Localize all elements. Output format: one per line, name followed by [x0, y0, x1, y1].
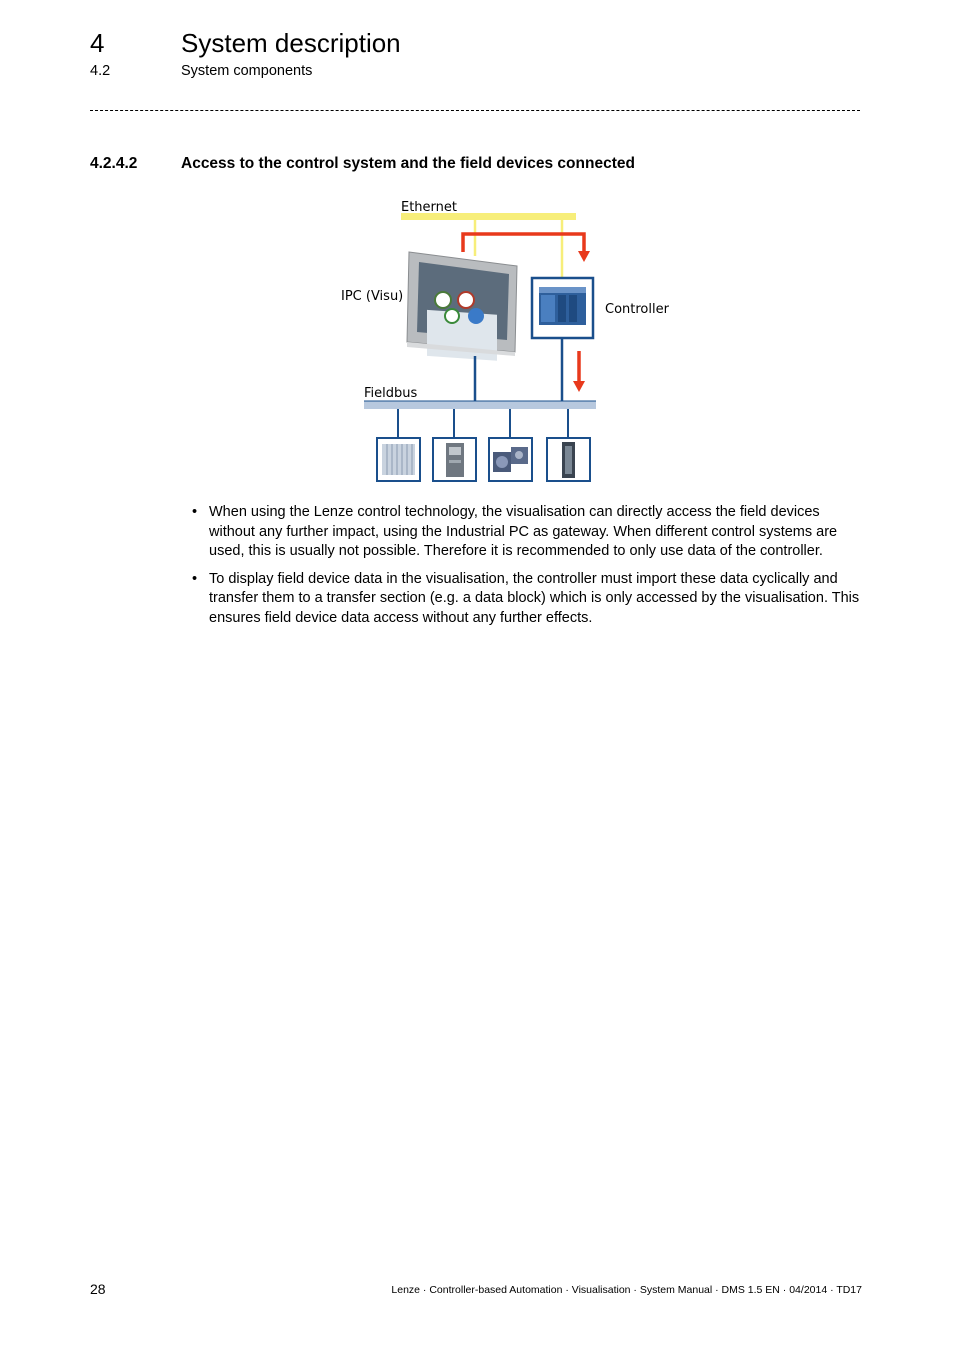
header-divider [90, 110, 860, 111]
heading-number: 4.2.4.2 [90, 155, 138, 172]
field-device-io-system [377, 438, 420, 481]
controller-label: Controller [605, 302, 669, 317]
chapter-title: System description [181, 28, 401, 58]
bullet-dot: • [192, 570, 198, 587]
ethernet-label: Ethernet [401, 200, 457, 215]
system-diagram [330, 190, 680, 490]
ipc-panel-image [407, 252, 517, 361]
section-title: System components [181, 63, 313, 79]
ipc-label: IPC (Visu) [341, 289, 404, 304]
heading-title: Access to the control system and the field devices connected [181, 155, 635, 172]
fieldbus-bar [364, 401, 596, 409]
section-number: 4.2 [90, 63, 111, 79]
fieldbus-label: Fieldbus [364, 386, 418, 401]
bullet-list [192, 503, 862, 636]
field-device-motor [489, 438, 532, 481]
field-device-servo-drive [547, 438, 590, 481]
access-arrow-head [578, 251, 590, 262]
bullet-item: • When using the Lenze control technology, the visualisation can directly access the field devices without any further impact, using the Industrial PC as gateway. When different control systems are used, this is usually not possible. Therefore it is recommended to only use data of the controller. [192, 504, 838, 559]
fieldbus-arrow-head [573, 381, 585, 392]
access-arrow [463, 234, 584, 252]
page-number: 28 [90, 1281, 106, 1297]
field-device-inverter [433, 438, 476, 481]
chapter-number: 4 [90, 28, 105, 58]
bullet-dot: • [192, 504, 198, 520]
bullet-item: • To display field device data in the visualisation, the controller must import these data cyclically and transfer them to a transfer section (e.g. a data block) which is only accessed by the visualisation. This ensures field device data access without any further effects. [192, 570, 860, 626]
footer-text: Lenze · Controller-based Automation · Visualisation · System Manual · DMS 1.5 EN · 04/2014 · TD17 [391, 1284, 862, 1296]
